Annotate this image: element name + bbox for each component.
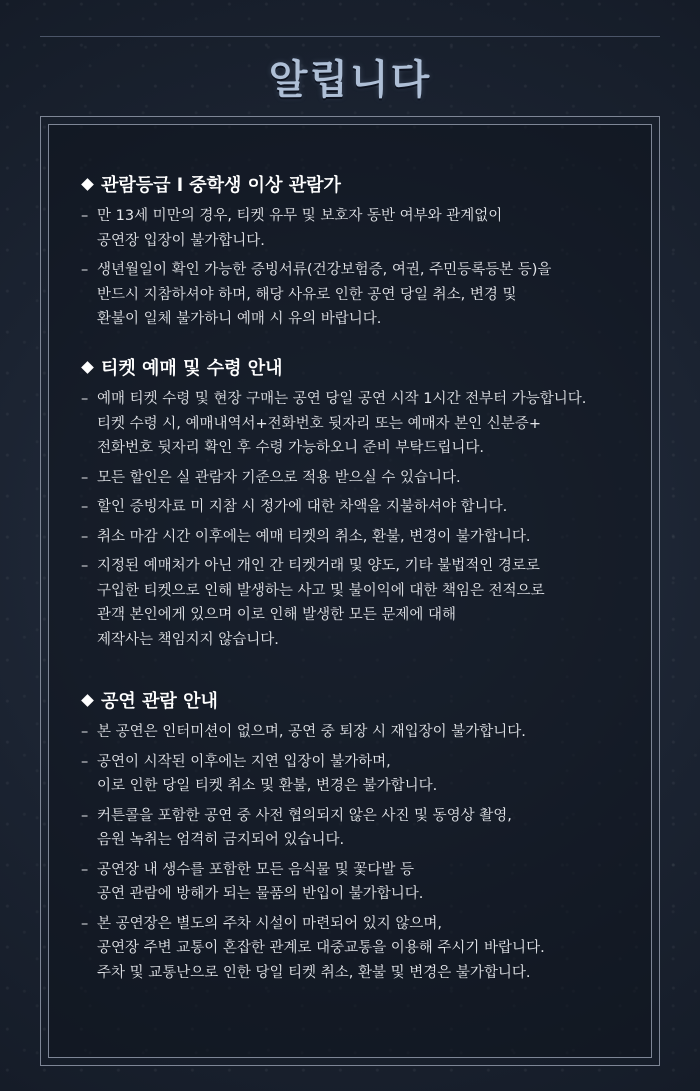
notice-item-line: 공연이 시작된 이후에는 지연 입장이 불가하며, — [97, 753, 391, 770]
notice-item-line: 공연장 주변 교통이 혼잡한 관계로 대중교통을 이용해 주시기 바랍니다. — [97, 940, 545, 956]
notice-item-line: 본 공연장은 별도의 주차 시설이 마련되어 있지 않으며, — [97, 915, 443, 932]
top-divider — [40, 36, 660, 37]
diamond-bullet-icon — [81, 178, 94, 191]
section-ticket-guide — [81, 353, 641, 657]
section-heading — [81, 353, 641, 381]
dash-bullet-icon: – — [81, 469, 89, 486]
notice-item — [81, 858, 641, 907]
notice-item — [81, 204, 641, 253]
notice-item-line: 구입한 티켓으로 인해 발생하는 사고 및 불이익에 대한 책임은 전적으로 — [97, 582, 545, 599]
notice-item — [81, 495, 641, 520]
section-item-list — [81, 387, 641, 652]
notice-item — [81, 525, 641, 550]
diamond-bullet-icon — [81, 361, 94, 374]
notice-item-line: 만 13세 미만의 경우, 티켓 유무 및 보호자 동반 여부와 관계없이 — [97, 208, 503, 224]
notice-item-line: 예매 티켓 수령 및 현장 구매는 공연 당일 공연 시작 1시간 전부터 가능합니다. — [97, 391, 587, 407]
dash-bullet-icon: – — [81, 262, 89, 278]
notice-item-line: 반드시 지참하셔야 하며, 해당 사유로 인한 공연 당일 취소, 변경 및 — [97, 286, 517, 303]
notice-item-line: 생년월일이 확인 가능한 증빙서류(건강보험증, 여권, 주민등록등본 등)을 — [97, 262, 552, 278]
dash-bullet-icon: – — [81, 753, 89, 770]
notice-item — [81, 387, 641, 461]
notice-item-line: 티켓 수령 시, 예매내역서+전화번호 뒷자리 또는 예매자 본인 신분증+ — [97, 415, 541, 432]
dash-bullet-icon: – — [81, 861, 89, 878]
dash-bullet-icon: – — [81, 499, 89, 515]
notice-item — [81, 258, 641, 332]
notice-item-line: 모든 할인은 실 관람자 기준으로 적용 받으실 수 있습니다. — [97, 469, 461, 486]
section-heading-text: 공연 관람 안내 — [101, 691, 218, 712]
notice-item-line: 주차 및 교통난으로 인한 당일 티켓 취소, 환불 및 변경은 불가합니다. — [97, 964, 531, 981]
notice-item — [81, 912, 641, 986]
notice-item-line: 환불이 일체 불가하니 예매 시 유의 바랍니다. — [97, 311, 382, 327]
notice-item-line: 이로 인한 당일 티켓 취소 및 환불, 변경은 불가합니다. — [97, 778, 438, 794]
diamond-bullet-icon — [81, 694, 94, 707]
dash-bullet-icon: – — [81, 208, 89, 224]
section-performance-guide — [81, 686, 641, 990]
dash-bullet-icon: – — [81, 391, 89, 407]
notice-item — [81, 720, 641, 745]
notice-item-line: 공연장 입장이 불가합니다. — [97, 232, 265, 249]
page-title: 알립니다 — [268, 57, 432, 103]
section-item-list — [81, 720, 641, 985]
notice-item — [81, 466, 641, 491]
notice-item-line: 관객 본인에게 있으며 이로 인해 발생한 모든 문제에 대해 — [97, 607, 457, 623]
notice-item-line: 제작사는 책임지지 않습니다. — [97, 631, 279, 648]
section-viewing-rating — [81, 170, 641, 337]
notice-item — [81, 750, 641, 799]
section-item-list — [81, 204, 641, 332]
section-heading — [81, 170, 641, 198]
notice-item-line: 커튼콜을 포함한 공연 중 사전 협의되지 않은 사진 및 동영상 촬영, — [97, 807, 512, 824]
notice-item-line: 지정된 예매처가 아닌 개인 간 티켓거래 및 양도, 기타 불법적인 경로로 — [97, 558, 540, 574]
notice-item-line: 본 공연은 인터미션이 없으며, 공연 중 퇴장 시 재입장이 불가합니다. — [97, 724, 526, 740]
dash-bullet-icon: – — [81, 558, 89, 574]
dash-bullet-icon: – — [81, 915, 89, 932]
notice-item — [81, 804, 641, 853]
dash-bullet-icon: – — [81, 807, 89, 824]
notice-item — [81, 554, 641, 652]
dash-bullet-icon: – — [81, 528, 89, 545]
notice-item-line: 공연 관람에 방해가 되는 물품의 반입이 불가합니다. — [97, 886, 424, 902]
notice-item-line: 음원 녹취는 엄격히 금지되어 있습니다. — [97, 832, 345, 848]
notice-item-line: 전화번호 뒷자리 확인 후 수령 가능하오니 준비 부탁드립니다. — [97, 440, 485, 456]
notice-item-line: 할인 증빙자료 미 지참 시 정가에 대한 차액을 지불하셔야 합니다. — [97, 499, 508, 515]
dash-bullet-icon: – — [81, 724, 89, 740]
section-heading-text: 관람등급 l 중학생 이상 관람가 — [101, 175, 341, 196]
notice-item-line: 취소 마감 시간 이후에는 예매 티켓의 취소, 환불, 변경이 불가합니다. — [97, 528, 531, 545]
section-heading — [81, 686, 641, 714]
notice-item-line: 공연장 내 생수를 포함한 모든 음식물 및 꽃다발 등 — [97, 861, 415, 878]
section-heading-text: 티켓 예매 및 수령 안내 — [101, 358, 283, 379]
